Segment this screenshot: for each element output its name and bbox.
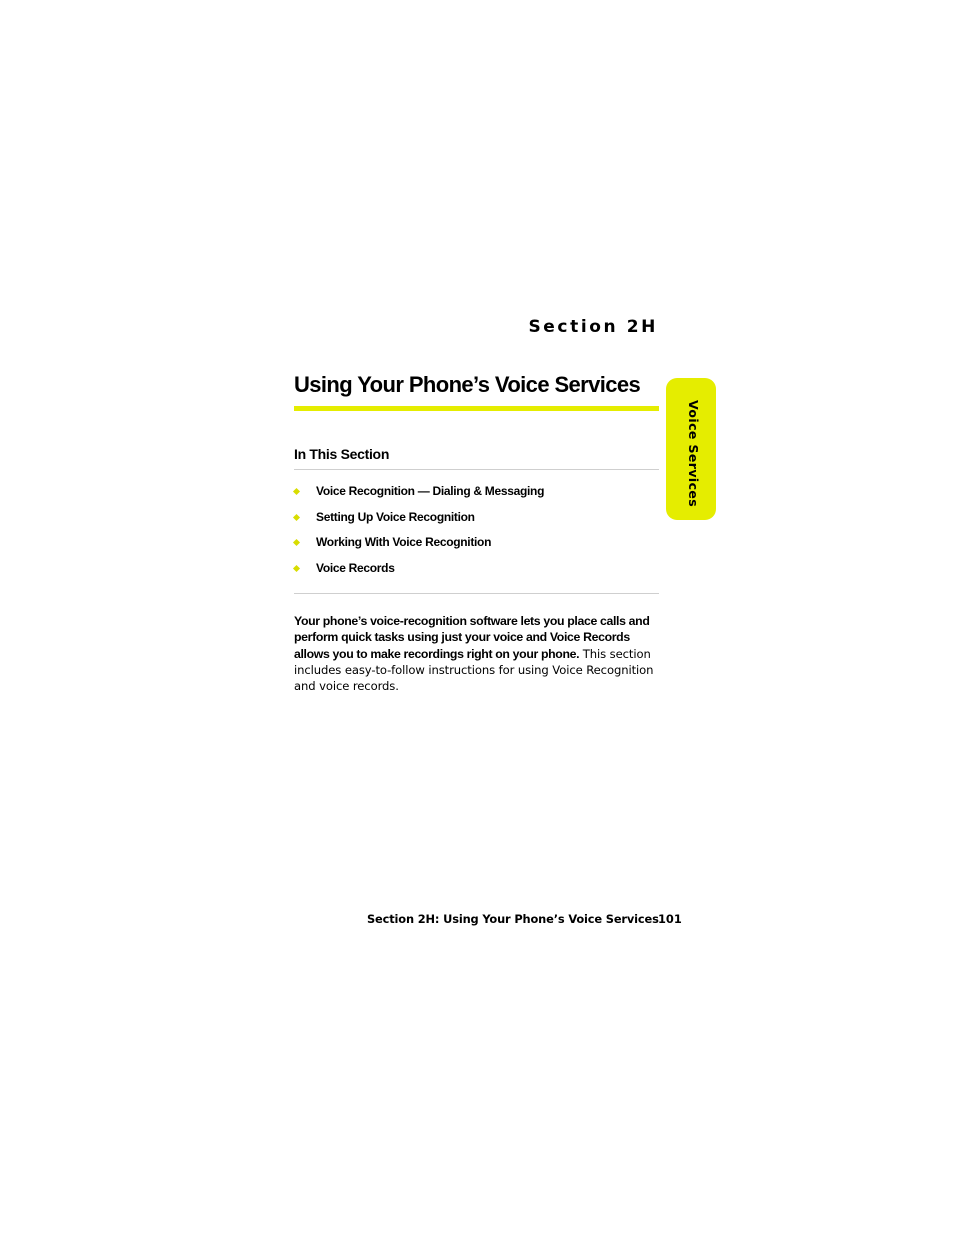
diamond-bullet-icon xyxy=(293,565,300,572)
page-number: 101 xyxy=(658,912,682,926)
diamond-bullet-icon xyxy=(293,539,300,546)
section-divider-bottom xyxy=(294,593,659,594)
in-this-section-heading: In This Section xyxy=(294,446,390,462)
list-item-label: Voice Records xyxy=(316,561,395,576)
diamond-bullet-icon xyxy=(293,514,300,521)
list-item-label: Setting Up Voice Recognition xyxy=(316,509,475,524)
intro-body-text: This section includes easy-to-follow instructions for using Voice Recognition and voice records. xyxy=(294,646,654,694)
section-label: Section 2H xyxy=(528,317,658,337)
side-tab-label: Voice Services xyxy=(686,400,701,508)
list-item-label: Working With Voice Recognition xyxy=(316,535,492,550)
section-divider-top xyxy=(294,469,659,470)
list-item xyxy=(294,559,659,585)
list-item xyxy=(294,482,659,508)
page-title: Using Your Phone’s Voice Services xyxy=(294,372,641,397)
list-item xyxy=(294,508,659,534)
footer-section-title: Section 2H: Using Your Phone’s Voice Services xyxy=(367,912,659,926)
intro-lead-text: Your phone’s voice-recognition software lets you place calls and perform quick tasks using just your voice and Voice Records allows you to make recordings right on your phone. xyxy=(294,614,650,661)
list-item-label: Voice Recognition — Dialing & Messaging xyxy=(316,484,545,498)
title-underline xyxy=(294,406,659,411)
list-item xyxy=(294,533,659,559)
intro-paragraph xyxy=(294,613,654,694)
section-contents-list xyxy=(294,482,659,585)
diamond-bullet-icon xyxy=(293,488,300,495)
